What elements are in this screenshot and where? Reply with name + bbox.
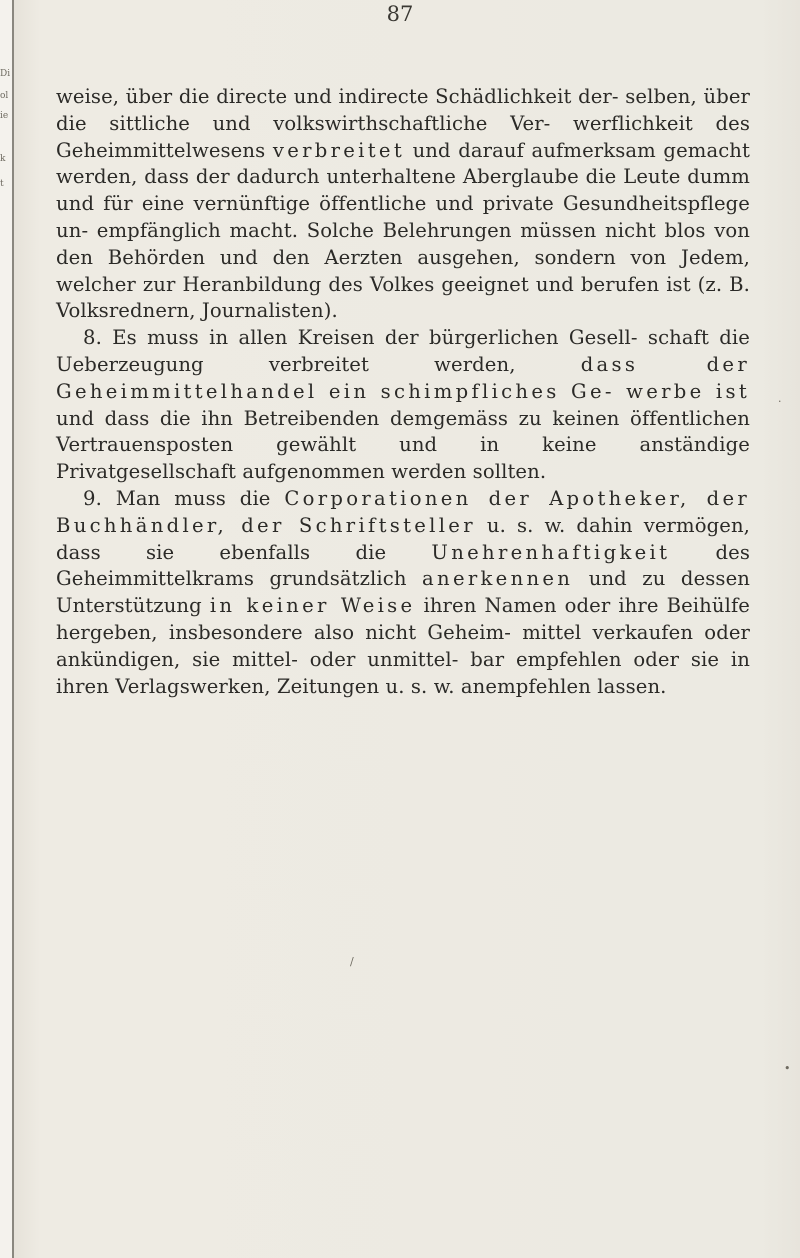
emphasis-run: Corporationen der Apotheker, der Buchhändler, der Schriftsteller — [56, 486, 750, 537]
margin-mark: ol — [0, 91, 9, 101]
emphasis-run: verbreitet — [272, 138, 405, 162]
margin-mark: Di — [0, 69, 11, 79]
text-run: und darauf aufmerksam gemacht werden, dass der dadurch unterhaltene Aberglaube die Leute dumm und für eine vernünftige öffentliche und private Gesundheitspflege un- empfänglich macht. Solche Belehrungen müssen nicht blos von den Behörden und den Aerzten ausgehen, sondern von Jedem, welcher zur Heranbildung des Volkes geeignet und berufen ist (z. B. Volksrednern, Journalisten). — [56, 138, 750, 323]
paper-speck: · — [778, 395, 782, 408]
text-run: des Geheimmittelkrams grundsätzlich — [56, 540, 750, 591]
paper-speck: / — [350, 955, 354, 968]
margin-mark: ie — [0, 111, 9, 121]
text-run: und zu dessen Unterstützung — [56, 567, 750, 618]
text-run: ihren Namen oder ihre Beihülfe hergeben, insbesondere also nicht Geheim- mittel verkaufen oder ankündigen, sie mittel- oder unmittel- bar empfehlen oder sie in ihren Verlagswerken, Zeitungen u. s. w. anempfehlen lassen. — [56, 594, 751, 698]
paragraph-8 — [56, 325, 750, 486]
page-number: 87 — [386, 2, 414, 26]
emphasis-run: dass der Geheimmittelhandel ein schimpfliches Ge- werbe ist — [56, 352, 750, 403]
paragraph-9 — [56, 486, 750, 700]
paper-speck: • — [784, 1062, 791, 1075]
text-run: weise, über die directe und indirecte Schädlichkeit der- selben, über die sittliche und volkswirthschaftliche Ver- werflichkeit des Geheimmittelwesens — [56, 85, 750, 162]
text-run: und dass die ihn Betreibenden demgemäss zu keinen öffentlichen Vertrauensposten gewählt und in keine anständige Privatgesellschaft aufgenommen werden sollten. — [56, 406, 750, 484]
margin-mark: t — [0, 179, 4, 189]
paragraph-continued — [56, 84, 750, 325]
margin-mark: k — [0, 154, 6, 164]
emphasis-run: Unehrenhaftigkeit — [431, 540, 671, 564]
emphasis-run: anerkennen — [422, 567, 574, 591]
text-run: 8. Es muss in allen Kreisen der bürgerlichen Gesell- schaft die Ueberzeugung verbreitet werden, — [56, 326, 750, 376]
text-run: 9. Man muss die — [83, 486, 285, 510]
body-text — [56, 84, 750, 700]
text-run: u. s. w. dahin vermögen, dass sie ebenfalls die — [56, 513, 750, 564]
emphasis-run: in keiner Weise — [209, 594, 416, 618]
